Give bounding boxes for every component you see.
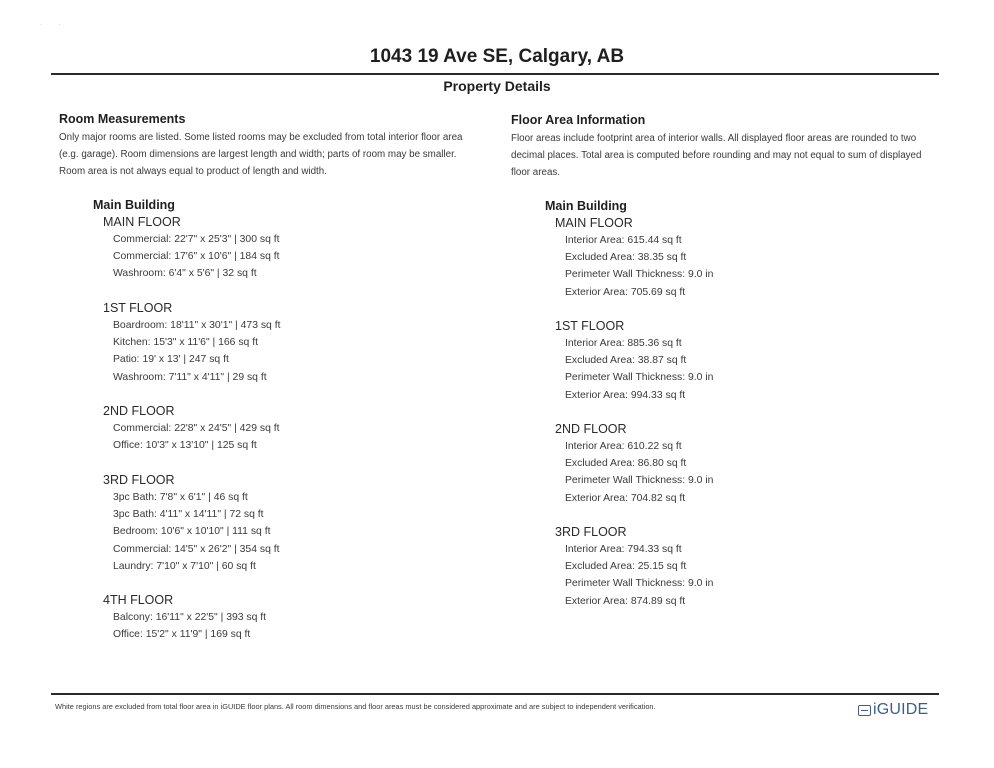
- room-entry: Washroom: 6'4" x 5'6" | 32 sq ft: [113, 268, 257, 280]
- area-entry: Interior Area: 610.22 sq ft: [565, 441, 682, 452]
- floor-block: [555, 215, 713, 301]
- room-entry: Balcony: 16'11" x 22'5" | 393 sq ft: [113, 612, 267, 623]
- area-entry: Excluded Area: 38.35 sq ft: [565, 252, 687, 264]
- room-entry: Commercial: 22'7" x 25'3" | 300 sq ft: [113, 234, 280, 245]
- floor-name: 2ND FLOOR: [103, 404, 175, 418]
- floor-name: 4TH FLOOR: [103, 593, 174, 607]
- description-line: (e.g. garage). Room dimensions are largest length and width; parts of room may be smaller.: [59, 149, 457, 160]
- floor-name: MAIN FLOOR: [103, 215, 181, 229]
- right-building-name: Main Building: [545, 199, 627, 213]
- area-entry: Exterior Area: 994.33 sq ft: [565, 389, 686, 401]
- room-entry: 3pc Bath: 7'8" x 6'1" | 46 sq ft: [113, 492, 248, 503]
- floor-block: [555, 524, 713, 610]
- floor-area-heading: Floor Area Information: [511, 113, 646, 127]
- floor-name: 2ND FLOOR: [555, 422, 627, 436]
- floor-block: [103, 214, 280, 283]
- iguide-logo-icon: [858, 705, 871, 716]
- area-entry: Interior Area: 885.36 sq ft: [565, 338, 682, 349]
- room-entry: Washroom: 7'11" x 4'11" | 29 sq ft: [113, 371, 267, 383]
- room-entry: Commercial: 17'6" x 10'6" | 184 sq ft: [113, 251, 280, 263]
- page-subtitle: Property Details: [443, 78, 551, 94]
- room-entry: Kitchen: 15'3" x 11'6" | 166 sq ft: [113, 337, 258, 349]
- area-entry: Interior Area: 615.44 sq ft: [565, 235, 682, 246]
- floor-name: 1ST FLOOR: [103, 301, 173, 315]
- floor-block: [555, 318, 713, 404]
- room-entry: Laundry: 7'10" x 7'10" | 60 sq ft: [113, 560, 256, 572]
- floor-name: 3RD FLOOR: [103, 473, 175, 487]
- area-entry: Exterior Area: 704.82 sq ft: [565, 492, 686, 504]
- description-line: Floor areas include footprint area of interior walls. All displayed floor areas are rounded to two: [511, 133, 917, 144]
- room-entry: Commercial: 14'5" x 26'2" | 354 sq ft: [113, 543, 280, 555]
- area-entry: Excluded Area: 38.87 sq ft: [565, 355, 687, 367]
- floor-area-description: [511, 130, 921, 181]
- floor-block: [103, 472, 280, 575]
- footer-disclaimer: White regions are excluded from total floor area in iGUIDE floor plans. All room dimensions and floor areas must be considered approximate and are subject to independent verification.: [55, 702, 656, 711]
- left-building-name: Main Building: [93, 198, 175, 212]
- description-line: Only major rooms are listed. Some listed rooms may be excluded from total interior floor area: [59, 132, 463, 143]
- bottom-divider: [51, 693, 939, 695]
- description-line: Room area is not always equal to product of length and width.: [59, 166, 327, 177]
- floor-block: [103, 300, 281, 386]
- area-entry: Exterior Area: 705.69 sq ft: [565, 286, 686, 298]
- floor-block: [555, 421, 713, 507]
- area-entry: Excluded Area: 25.15 sq ft: [565, 561, 687, 573]
- room-entry: Boardroom: 18'11" x 30'1" | 473 sq ft: [113, 320, 281, 331]
- room-entry: Bedroom: 10'6" x 10'10" | 111 sq ft: [113, 526, 271, 538]
- description-line: floor areas.: [511, 167, 561, 178]
- page-title: 1043 19 Ave SE, Calgary, AB: [369, 46, 625, 67]
- area-entry: Perimeter Wall Thickness: 9.0 in: [565, 269, 714, 281]
- floor-block: [103, 403, 280, 454]
- area-entry: Exterior Area: 874.89 sq ft: [565, 595, 686, 607]
- area-entry: Perimeter Wall Thickness: 9.0 in: [565, 475, 714, 487]
- floor-name: 3RD FLOOR: [555, 525, 627, 539]
- room-measurements-description: [59, 129, 462, 180]
- iguide-logo: [858, 699, 928, 721]
- floor-block: [103, 592, 266, 643]
- area-entry: Perimeter Wall Thickness: 9.0 in: [565, 372, 714, 384]
- room-entry: Patio: 19' x 13' | 247 sq ft: [113, 354, 229, 366]
- room-entry: Commercial: 22'8" x 24'5" | 429 sq ft: [113, 423, 280, 434]
- top-divider: [51, 73, 939, 75]
- room-entry: 3pc Bath: 4'11" x 14'11" | 72 sq ft: [113, 509, 264, 521]
- area-entry: Perimeter Wall Thickness: 9.0 in: [565, 578, 714, 590]
- floor-name: MAIN FLOOR: [555, 216, 633, 230]
- floor-name: 1ST FLOOR: [555, 319, 625, 333]
- room-measurements-heading: Room Measurements: [59, 112, 186, 126]
- room-entry: Office: 15'2" x 11'9" | 169 sq ft: [113, 629, 251, 641]
- description-line: decimal places. Total area is computed before rounding and may not equal to sum of displayed: [511, 150, 922, 161]
- scan-specks: · ·: [40, 22, 61, 28]
- area-entry: Excluded Area: 86.80 sq ft: [565, 458, 687, 470]
- room-entry: Office: 10'3" x 13'10" | 125 sq ft: [113, 440, 257, 452]
- area-entry: Interior Area: 794.33 sq ft: [565, 544, 682, 555]
- iguide-logo-text: iGUIDE: [873, 701, 929, 718]
